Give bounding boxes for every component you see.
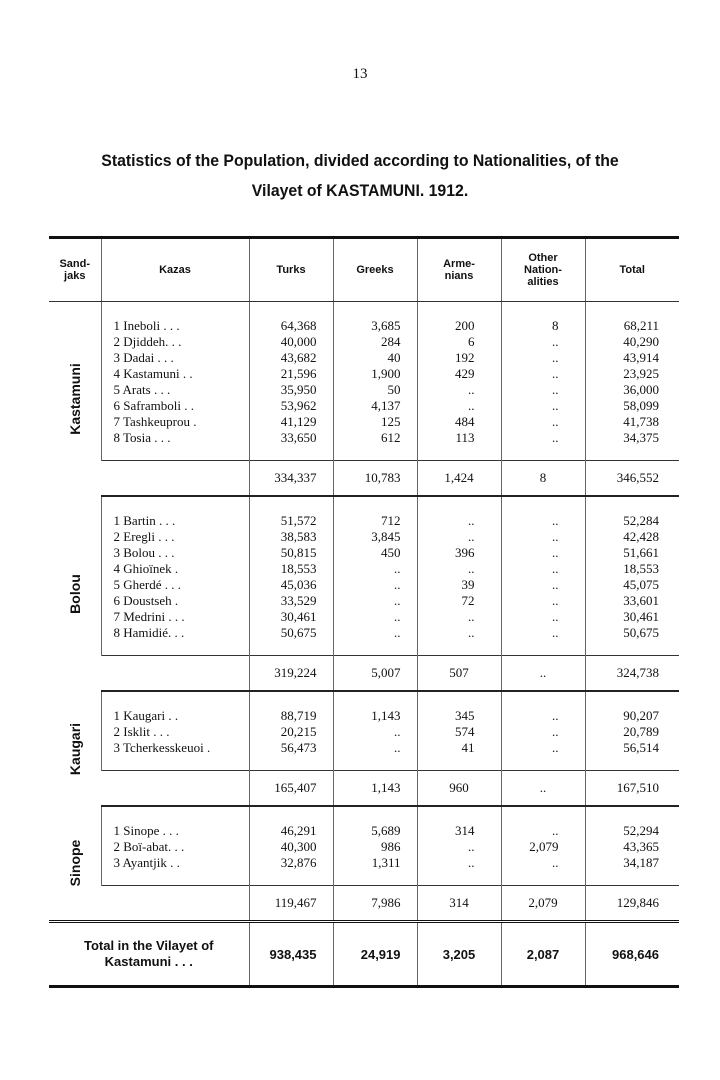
other-values-value: .. xyxy=(552,609,559,624)
greeks-values-value: 712 xyxy=(381,513,401,528)
total-values-lines xyxy=(586,807,660,885)
other-values-value: .. xyxy=(552,350,559,365)
other-values-lines xyxy=(502,497,559,655)
kaza-names-value: 7 Tashkeuprou . xyxy=(113,414,197,429)
turks-values xyxy=(249,496,333,656)
armenians-values-value: .. xyxy=(468,609,475,624)
total-values-value: 45,075 xyxy=(623,577,659,592)
other-values-value: 2,079 xyxy=(529,839,559,854)
greeks-values xyxy=(333,806,417,886)
armenians-values-lines xyxy=(418,807,475,885)
turks-values-value: 50,675 xyxy=(280,625,317,640)
subtotal-armenians: 314 xyxy=(417,886,501,922)
subtotal-total: 346,552 xyxy=(585,461,679,497)
greeks-values-value: 50 xyxy=(387,382,401,397)
greeks-values-value: 4,137 xyxy=(371,398,401,413)
page-number: 13 xyxy=(352,66,368,82)
other-values-value: .. xyxy=(552,625,559,640)
greeks-values-value: 5,689 xyxy=(371,823,401,838)
greeks-values-value: 125 xyxy=(381,414,401,429)
population-table xyxy=(49,236,679,988)
kaza-names-value: 2 Isklit . . . xyxy=(113,724,170,739)
armenians-values-value: .. xyxy=(468,839,475,854)
total-values-value: 34,187 xyxy=(623,855,659,870)
subtotal-greeks: 5,007 xyxy=(333,656,417,692)
kaza-names xyxy=(101,691,249,771)
kaza-names xyxy=(101,806,249,886)
kaza-names-value: 3 Bolou . . . xyxy=(113,545,175,560)
armenians-values-value: .. xyxy=(468,855,475,870)
header-turks: Turks xyxy=(249,239,333,302)
total-values-value: 52,284 xyxy=(623,513,659,528)
total-values-value: 20,789 xyxy=(623,724,659,739)
grand-total-greeks: 24,919 xyxy=(333,922,417,987)
total-values-value: 51,661 xyxy=(623,545,659,560)
grand-total-armenians: 3,205 xyxy=(417,922,501,987)
total-values-value: 50,675 xyxy=(623,625,659,640)
total-values-value: 34,375 xyxy=(623,430,659,445)
armenians-values-value: 113 xyxy=(455,430,475,445)
greeks-values-value: .. xyxy=(394,740,401,755)
header-total: Total xyxy=(585,239,679,302)
other-values-value: .. xyxy=(552,414,559,429)
other-values-value: .. xyxy=(552,577,559,592)
kaza-names-value: 3 Tcherkesskeuoi . xyxy=(113,740,211,755)
header-kazas: Kazas xyxy=(101,239,249,302)
turks-values-lines xyxy=(250,497,317,655)
subtotal-row xyxy=(49,656,679,692)
greeks-values-lines xyxy=(334,807,401,885)
turks-values-value: 43,682 xyxy=(280,350,317,365)
other-values-value: .. xyxy=(552,593,559,608)
other-values-value: .. xyxy=(552,529,559,544)
turks-values-lines xyxy=(250,807,317,885)
turks-values-value: 64,368 xyxy=(280,318,317,333)
title-line-1: Statistics of the Population, divided according to Nationalities, of the xyxy=(101,151,619,170)
total-values-value: 52,294 xyxy=(623,823,659,838)
armenians-values-lines xyxy=(418,692,475,770)
armenians-values xyxy=(417,691,501,771)
subtotal-armenians: 507 xyxy=(417,656,501,692)
sandjak-group-kaugari xyxy=(49,691,679,771)
subtotal-turks: 319,224 xyxy=(249,656,333,692)
kaza-names-value: 6 Doustseh . xyxy=(113,593,179,608)
turks-values-value: 56,473 xyxy=(280,740,317,755)
turks-values-value: 53,962 xyxy=(280,398,317,413)
subtotal-other: 2,079 xyxy=(501,886,585,922)
armenians-values-value: 72 xyxy=(461,593,475,608)
other-values xyxy=(501,496,585,656)
other-values-value: .. xyxy=(552,561,559,576)
header-armenians: Arme- nians xyxy=(417,239,501,302)
total-values-value: 33,601 xyxy=(623,593,659,608)
kaza-names-value: 1 Sinope . . . xyxy=(113,823,179,838)
armenians-values xyxy=(417,496,501,656)
turks-values-value: 38,583 xyxy=(280,529,317,544)
kaza-names-value: 3 Dadai . . . xyxy=(113,350,174,365)
subtotal-blank xyxy=(101,461,249,497)
kaza-names-value: 1 Ineboli . . . xyxy=(113,318,180,333)
total-values-lines xyxy=(586,692,660,770)
armenians-values-lines xyxy=(418,497,475,655)
sandjak-name: Bolou xyxy=(66,573,83,614)
turks-values-value: 35,950 xyxy=(280,382,317,397)
other-values-value: .. xyxy=(552,430,559,445)
turks-values-value: 51,572 xyxy=(280,513,317,528)
greeks-values xyxy=(333,302,417,461)
total-values xyxy=(585,496,679,656)
other-values xyxy=(501,691,585,771)
armenians-values-value: .. xyxy=(468,561,475,576)
turks-values-value: 30,461 xyxy=(280,609,317,624)
turks-values-value: 33,650 xyxy=(280,430,317,445)
armenians-values xyxy=(417,806,501,886)
subtotal-row xyxy=(49,886,679,922)
other-values-lines xyxy=(502,302,559,460)
turks-values-value: 33,529 xyxy=(280,593,317,608)
subtotal-armenians: 960 xyxy=(417,771,501,807)
table-header xyxy=(49,238,679,302)
total-values xyxy=(585,806,679,886)
greeks-values xyxy=(333,496,417,656)
greeks-values-value: 284 xyxy=(381,334,401,349)
sandjak-group-bolou xyxy=(49,496,679,656)
sandjak-name: Sinope xyxy=(66,839,83,887)
turks-values-value: 46,291 xyxy=(280,823,317,838)
total-values-value: 23,925 xyxy=(623,366,659,381)
greeks-values-value: .. xyxy=(394,577,401,592)
armenians-values-value: .. xyxy=(468,382,475,397)
other-values-value: 8 xyxy=(552,318,559,333)
kaza-names-lines xyxy=(114,692,249,770)
turks-values-value: 50,815 xyxy=(280,545,317,560)
kaza-names-value: 3 Ayantjik . . xyxy=(113,855,180,870)
subtotal-blank xyxy=(101,656,249,692)
greeks-values-value: .. xyxy=(394,593,401,608)
armenians-values-value: 200 xyxy=(455,318,475,333)
greeks-values-lines xyxy=(334,302,401,460)
total-values-value: 43,365 xyxy=(623,839,659,854)
subtotal-blank xyxy=(101,771,249,807)
other-values xyxy=(501,302,585,461)
turks-values-value: 21,596 xyxy=(280,366,317,381)
kaza-names-lines xyxy=(114,497,249,655)
other-values-lines xyxy=(502,807,559,885)
total-values-value: 43,914 xyxy=(623,350,659,365)
kaza-names-value: 1 Bartin . . . xyxy=(113,513,176,528)
subtotal-total: 129,846 xyxy=(585,886,679,922)
greeks-values-value: 1,900 xyxy=(371,366,401,381)
kaza-names-value: 5 Gherdé . . . xyxy=(113,577,182,592)
total-values-value: 18,553 xyxy=(623,561,659,576)
title-line-2: Vilayet of KASTAMUNI. 1912. xyxy=(251,181,469,200)
greeks-values-value: 1,143 xyxy=(371,708,401,723)
other-values-lines xyxy=(502,692,559,770)
kaza-names-lines xyxy=(114,302,249,460)
greeks-values-lines xyxy=(334,497,401,655)
other-values-value: .. xyxy=(552,366,559,381)
other-values-value: .. xyxy=(552,855,559,870)
sandjak-name: Kaugari xyxy=(66,722,83,775)
other-values-value: .. xyxy=(552,545,559,560)
turks-values xyxy=(249,691,333,771)
kaza-names-value: 2 Djiddeh. . . xyxy=(113,334,182,349)
sandjak-cell xyxy=(49,691,101,806)
armenians-values-lines xyxy=(418,302,475,460)
header-greeks: Greeks xyxy=(333,239,417,302)
other-values-value: .. xyxy=(552,724,559,739)
subtotal-greeks: 7,986 xyxy=(333,886,417,922)
subtotal-other: 8 xyxy=(501,461,585,497)
turks-values xyxy=(249,302,333,461)
subtotal-turks: 119,467 xyxy=(249,886,333,922)
total-values xyxy=(585,302,679,461)
armenians-values xyxy=(417,302,501,461)
turks-values-value: 40,300 xyxy=(280,839,317,854)
subtotal-armenians: 1,424 xyxy=(417,461,501,497)
kaza-names-value: 2 Eregli . . . xyxy=(113,529,175,544)
kaza-names-value: 7 Medrini . . . xyxy=(113,609,185,624)
kaza-names-lines xyxy=(114,807,249,885)
turks-values-value: 41,129 xyxy=(280,414,317,429)
turks-values-value: 45,036 xyxy=(280,577,317,592)
other-values xyxy=(501,806,585,886)
total-values-value: 90,207 xyxy=(623,708,659,723)
subtotal-blank xyxy=(101,886,249,922)
sandjak-group-sinope xyxy=(49,806,679,886)
kaza-names-value: 4 Kastamuni . . xyxy=(113,366,193,381)
total-values-value: 30,461 xyxy=(623,609,659,624)
greeks-values-value: .. xyxy=(394,609,401,624)
turks-values-value: 40,000 xyxy=(280,334,317,349)
grand-total-row xyxy=(49,922,679,987)
subtotal-turks: 334,337 xyxy=(249,461,333,497)
sandjak-cell xyxy=(49,302,101,497)
sandjak-name: Kastamuni xyxy=(66,363,83,435)
greeks-values-value: .. xyxy=(394,724,401,739)
other-values-value: .. xyxy=(552,382,559,397)
armenians-values-value: .. xyxy=(468,529,475,544)
greeks-values-lines xyxy=(334,692,401,770)
grand-total-label-line-1: Total in the Vilayet of xyxy=(83,938,214,953)
turks-values-lines xyxy=(250,692,317,770)
armenians-values-value: .. xyxy=(468,625,475,640)
other-values-value: .. xyxy=(552,398,559,413)
other-values-value: .. xyxy=(552,334,559,349)
greeks-values-value: .. xyxy=(394,561,401,576)
grand-total-label-line-2: Kastamuni . . . xyxy=(104,954,193,969)
header-other-nationalities: Other Nation- alities xyxy=(501,239,585,302)
sandjak-group-kastamuni xyxy=(49,302,679,461)
grand-total-label xyxy=(49,922,249,987)
greeks-values-value: 1,311 xyxy=(371,855,401,870)
grand-total-total: 968,646 xyxy=(585,922,679,987)
total-values-value: 36,000 xyxy=(623,382,659,397)
turks-values-lines xyxy=(250,302,317,460)
greeks-values xyxy=(333,691,417,771)
armenians-values-value: 39 xyxy=(461,577,475,592)
total-values-value: 41,738 xyxy=(623,414,659,429)
other-values-value: .. xyxy=(552,823,559,838)
subtotal-greeks: 1,143 xyxy=(333,771,417,807)
subtotal-other: .. xyxy=(501,771,585,807)
total-values-value: 68,211 xyxy=(623,318,659,333)
kaza-names-value: 8 Tosia . . . xyxy=(113,430,171,445)
sandjak-cell xyxy=(49,806,101,922)
other-values-value: .. xyxy=(552,708,559,723)
page-title xyxy=(62,146,657,206)
other-values-value: .. xyxy=(552,513,559,528)
sandjak-cell xyxy=(49,496,101,691)
greeks-values-value: 3,685 xyxy=(371,318,401,333)
armenians-values-value: 396 xyxy=(455,545,475,560)
grand-total-other: 2,087 xyxy=(501,922,585,987)
armenians-values-value: 192 xyxy=(455,350,475,365)
subtotal-row xyxy=(49,461,679,497)
kaza-names xyxy=(101,302,249,461)
total-values xyxy=(585,691,679,771)
subtotal-row xyxy=(49,771,679,807)
kaza-names-value: 8 Hamidié. . . xyxy=(113,625,185,640)
total-values-value: 40,290 xyxy=(623,334,659,349)
greeks-values-value: 612 xyxy=(381,430,401,445)
kaza-names-value: 5 Arats . . . xyxy=(113,382,171,397)
subtotal-total: 324,738 xyxy=(585,656,679,692)
total-values-value: 42,428 xyxy=(623,529,659,544)
other-values-value: .. xyxy=(552,740,559,755)
armenians-values-value: 484 xyxy=(455,414,475,429)
grand-total-turks: 938,435 xyxy=(249,922,333,987)
table-body xyxy=(49,302,679,922)
turks-values xyxy=(249,806,333,886)
total-values-lines xyxy=(586,302,660,460)
header-sandjaks: Sand- jaks xyxy=(49,239,101,302)
greeks-values-value: 40 xyxy=(387,350,401,365)
armenians-values-value: 6 xyxy=(468,334,475,349)
armenians-values-value: 41 xyxy=(461,740,475,755)
kaza-names-value: 6 Saframboli . . xyxy=(113,398,195,413)
armenians-values-value: .. xyxy=(468,398,475,413)
subtotal-greeks: 10,783 xyxy=(333,461,417,497)
kaza-names-value: 4 Ghioïnek . xyxy=(113,561,179,576)
turks-values-value: 88,719 xyxy=(280,708,317,723)
subtotal-other: .. xyxy=(501,656,585,692)
kaza-names xyxy=(101,496,249,656)
armenians-values-value: 574 xyxy=(455,724,475,739)
armenians-values-value: .. xyxy=(468,513,475,528)
greeks-values-value: 986 xyxy=(381,839,401,854)
greeks-values-value: 450 xyxy=(381,545,401,560)
total-values-value: 58,099 xyxy=(623,398,659,413)
turks-values-value: 20,215 xyxy=(280,724,317,739)
total-values-lines xyxy=(586,497,660,655)
subtotal-total: 167,510 xyxy=(585,771,679,807)
armenians-values-value: 429 xyxy=(455,366,475,381)
armenians-values-value: 345 xyxy=(455,708,475,723)
kaza-names-value: 2 Boï-abat. . . xyxy=(113,839,185,854)
subtotal-turks: 165,407 xyxy=(249,771,333,807)
turks-values-value: 18,553 xyxy=(280,561,317,576)
greeks-values-value: .. xyxy=(394,625,401,640)
armenians-values-value: 314 xyxy=(455,823,475,838)
total-values-value: 56,514 xyxy=(623,740,659,755)
greeks-values-value: 3,845 xyxy=(371,529,401,544)
kaza-names-value: 1 Kaugari . . xyxy=(113,708,179,723)
turks-values-value: 32,876 xyxy=(280,855,317,870)
